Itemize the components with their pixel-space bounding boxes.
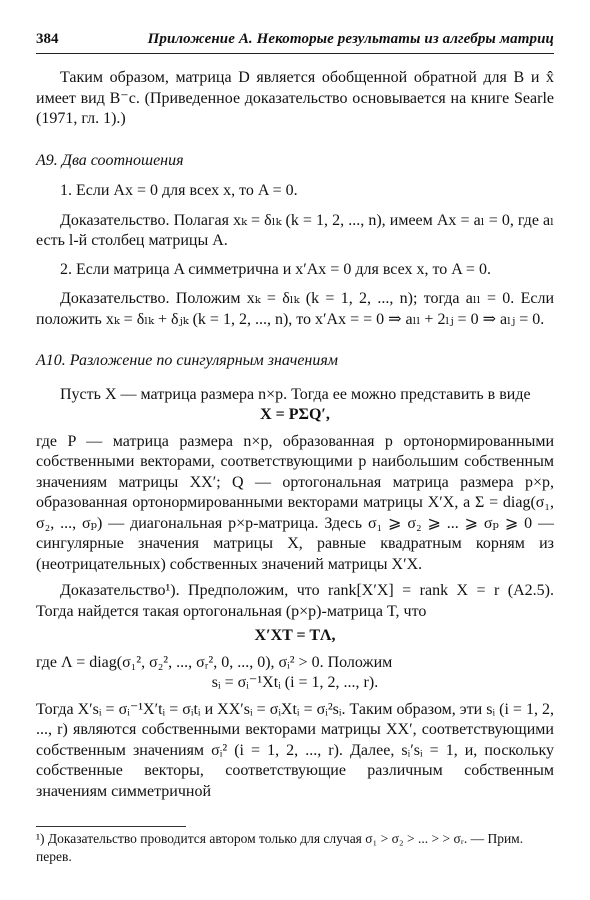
section-heading-a9: A9. Два соотношения (36, 151, 184, 169)
running-header (36, 31, 554, 54)
section-heading-a10: A10. Разложение по сингулярным значениям (36, 352, 339, 369)
footnote-rule (36, 826, 186, 827)
equation-svd: X = PΣQ′, (260, 406, 330, 423)
paragraph-lambda: где Λ = diag(σ₁², σ₂², ..., σᵣ², 0, ..., 0), σᵢ² > 0. Положим (36, 653, 393, 671)
paragraph-svd-intro: Пусть X — матрица размера n×p. Тогда ее можно представить в виде (60, 385, 531, 403)
running-title: Приложение А. Некоторые результаты из алгебры матриц (147, 31, 554, 47)
proof-svd: Доказательство¹). Предположим, что rank[X′X] = rank X = r (A2.5). Тогда найдется такая ортогональная (p×p)-матрица T, что (36, 582, 554, 620)
equation-s: sᵢ = σᵢ⁻¹Xtᵢ (i = 1, 2, ..., r). (211, 674, 379, 691)
proof-2: Доказательство. Положим xₖ = δₗₖ (k = 1, 2, ..., n); тогда aₗₗ = 0. Если положить xₖ = δₗₖ + δⱼₖ (k = 1, 2, ..., n), то x′Ax = = 0 ⇒ aₗₗ + 2ₗⱼ = 0 ⇒ aₗⱼ = 0. (36, 290, 554, 328)
page-number: 384 (36, 31, 59, 47)
footnote: ¹) Доказательство проводится автором только для случая σ₁ > σ₂ > ... > > σᵣ. — Прим. перев. (36, 831, 524, 864)
statement-2: 2. Если матрица A симметрична и x′Ax = 0 для всех x, то A = 0. (60, 260, 491, 278)
paragraph-eigenvectors: Тогда X′sᵢ = σᵢ⁻¹X′tᵢ = σᵢtᵢ и XX′sᵢ = σᵢXtᵢ = σᵢ²sᵢ. Таким образом, эти sᵢ (i = 1, 2, ..., r) являются собственными векторами матрицы XX′, соответствующими собственным значениям σᵢ² (i = 1, 2, ..., r). Далее, sᵢ′sᵢ = 1, и, поскольку собственные векторы, соответствующие различным собственным значениям симметричной (36, 700, 554, 800)
proof-1: Доказательство. Полагая xₖ = δₗₖ (k = 1, 2, ..., n), имеем Ax = aₗ = 0, где aₗ есть l-й столбец матрицы A. (36, 211, 554, 249)
statement-1: 1. Если Ax = 0 для всех x, то A = 0. (60, 182, 298, 199)
paragraph-svd-definitions: где P — матрица размера n×p, образованная p ортонормированными собственными векторами, соответствующими p наибольшим собственным значениям матрицы XX′; Q — ортогональная матрица размера p×p, образованная ортонормированными векторами матрицы X′X, а Σ = diag(σ₁, σ₂, ..., σₚ) — диагональная p×p-матрица. Здесь σ₁ ⩾ σ₂ ⩾ ... ⩾ σₚ ⩾ 0 — сингулярные значения матрицы X, равные квадратным корням из (неотрицательных) собственных значений матрицы X′X. (36, 432, 554, 573)
page-body (36, 68, 554, 802)
equation-eigen: X′XT = TΛ, (254, 627, 336, 644)
paragraph-generalized-inverse: Таким образом, матрица D является обобщенной обратной для B и x̂ имеет вид B⁻c. (Приведенное доказательство основывается на книге Searle (1971, гл. 1).) (36, 69, 554, 127)
